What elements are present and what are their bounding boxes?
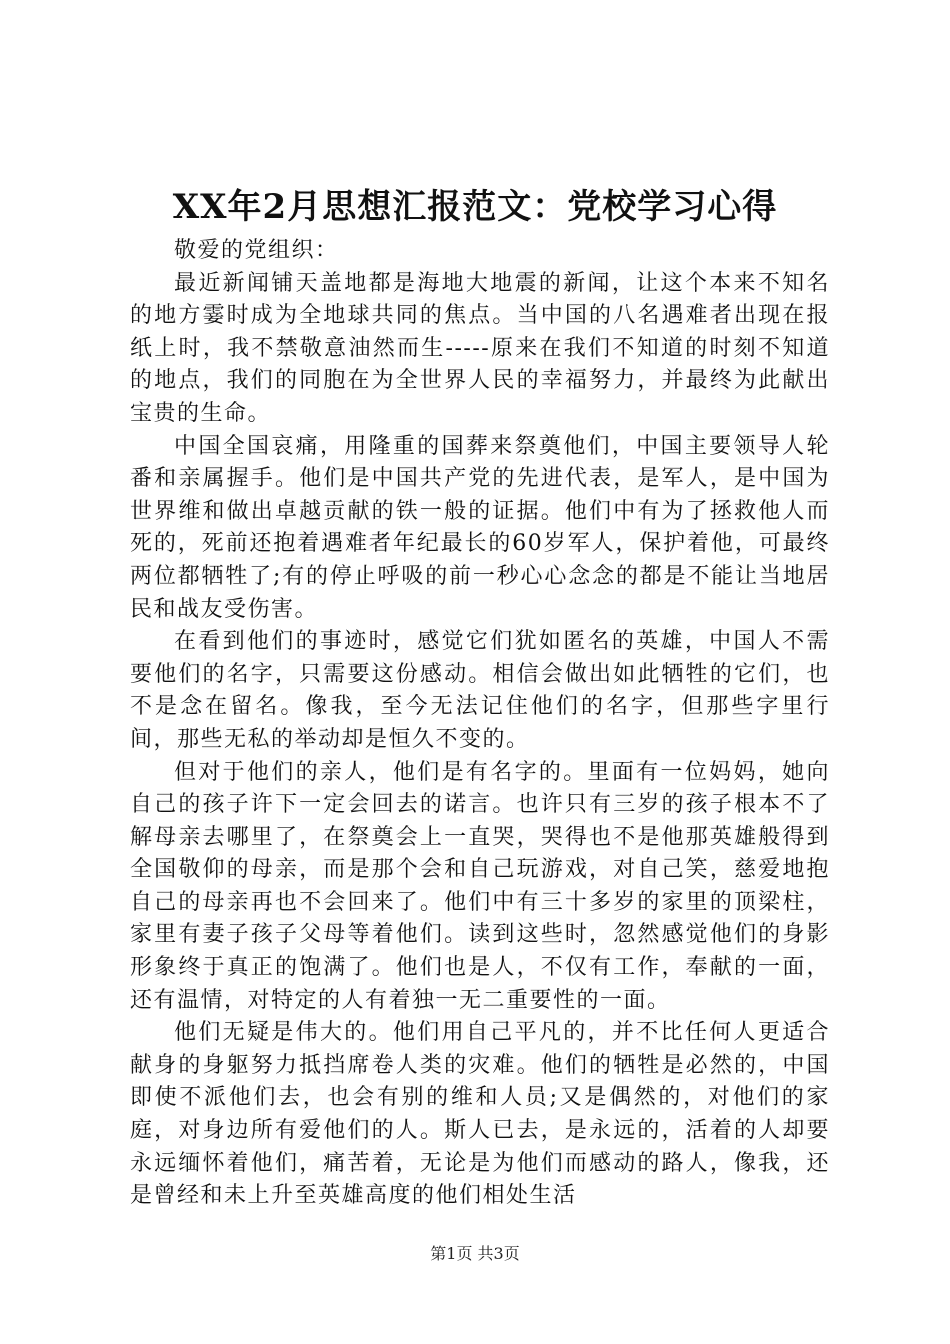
page-number-footer: 第1页 共3页 [430,1244,520,1263]
paragraph-5: 他们无疑是伟大的。他们用自己平凡的，并不比任何人更适合献身的身躯努力抵挡席卷人类的灾难。他们的牺牲是必然的，中国即使不派他们去，也会有别的维和人员;又是偶然的，对他们的家庭，对身边所有爱他们的人。斯人已去，是永远的，活着的人却要永远缅怀着他们，痛苦着，无论是为他们而感动的路人，像我，还是曾经和未上升至英雄高度的他们相处生活 [130,1020,830,1209]
paragraph-3: 在看到他们的事迹时，感觉它们犹如匿名的英雄，中国人不需要他们的名字，只需要这份感动。相信会做出如此牺牲的它们，也不是念在留名。像我，至今无法记住他们的名字，但那些字里行间，那些无私的举动却是恒久不变的。 [130,629,830,752]
document-title: XX年2月思想汇报范文：党校学习心得 [172,187,778,227]
paragraph-2: 中国全国哀痛，用隆重的国葬来祭奠他们，中国主要领导人轮番和亲属握手。他们是中国共产党的先进代表，是军人，是中国为世界维和做出卓越贡献的铁一般的证据。他们中有为了拯救他人而死的，死前还抱着遇难者年纪最长的60岁军人，保护着他，可最终两位都牺牲了;有的停止呼吸的前一秒心心念念的都是不能让当地居民和战友受伤害。 [130,433,830,622]
paragraph-4: 但对于他们的亲人，他们是有名字的。里面有一位妈妈，她向自己的孩子许下一定会回去的诺言。也许只有三岁的孩子根本不了解母亲去哪里了，在祭奠会上一直哭，哭得也不是他那英雄般得到全国敬仰的母亲，而是那个会和自己玩游戏，对自己笑，慈爱地抱自己的母亲再也不会回来了。他们中有三十多岁的家里的顶梁柱，家里有妻子孩子父母等着他们。读到这些时，忽然感觉他们的身影形象终于真正的饱满了。他们也是人，不仅有工作，奉献的一面，还有温情，对特定的人有着独一无二重要性的一面。 [130,759,830,1013]
salutation: 敬爱的党组织： [174,238,339,263]
paragraph-1: 最近新闻铺天盖地都是海地大地震的新闻，让这个本来不知名的地方霎时成为全地球共同的焦点。当中国的八名遇难者出现在报纸上时，我不禁敬意油然而生-----原来在我们不知道的时刻不知道的地点，我们的同胞在为全世界人民的幸福努力，并最终为此献出宝贵的生命。 [130,270,830,426]
document-body [130,235,830,1213]
